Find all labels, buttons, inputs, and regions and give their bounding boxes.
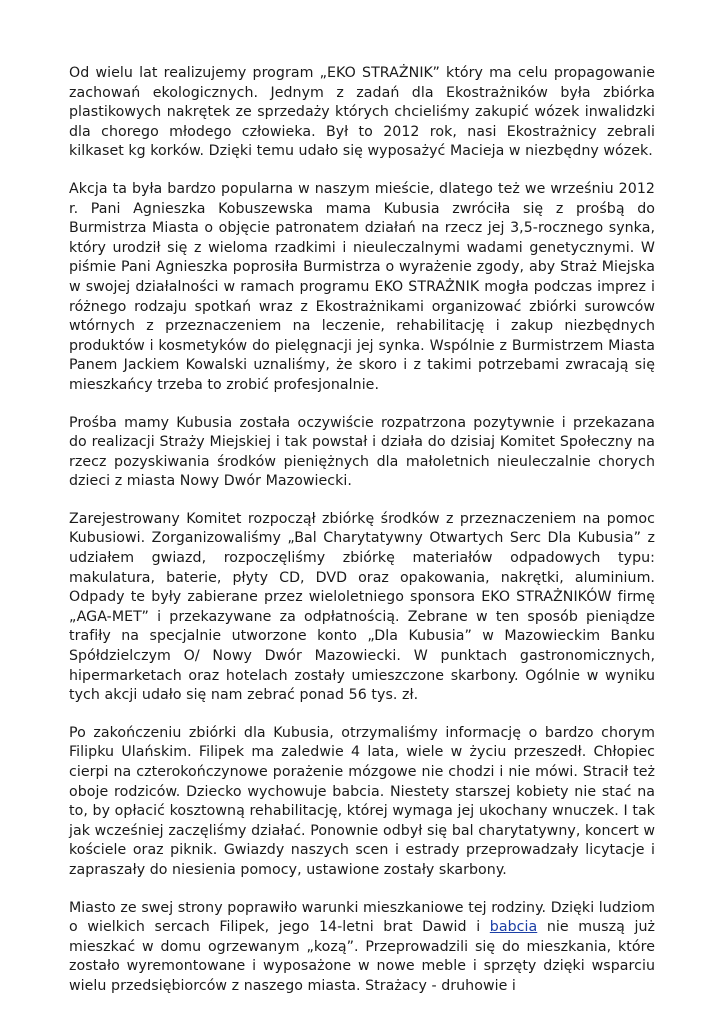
babcia-link[interactable]: babcia xyxy=(489,919,538,936)
paragraph-text-after-link: nie muszą już mieszkać w domu ogrzewanym „kozą”. Przeprowadzili się do mieszkania, które zostało wyremontowane i wyposażone w nowe meble i sprzęty dzięki wsparciu wielu przedsiębiorców z naszego miasta. Strażacy - druhowie i xyxy=(69,919,655,994)
paragraph-committee-founding: Prośba mamy Kubusia została oczywiście rozpatrzona pozytywnie i przekazana do realizacji Straży Miejskiej i tak powstał i działa do dzisiaj Komitet Społeczny na rzecz pozyskiwania środków pieniężnych dla małoletnich nieuleczalnie chorych dzieci z miasta Nowy Dwór Mazowiecki. xyxy=(69,414,655,490)
paragraph-kubus-request: Akcja ta była bardzo popularna w naszym mieście, dlatego też we wrześniu 2012 r. Pani Agnieszka Kobuszewska mama Kubusia zwróciła się z prośbą do Burmistrza Miasta o objęcie patronatem działań na rzecz jej 3,5-rocznego synka, który urodził się z wieloma rzadkimi i nieuleczalnymi wadami genetycznymi. W piśmie Pani Agnieszka poprosiła Burmistrza o wyrażenie zgody, aby Straż Miejska w swojej działalności w ramach programu EKO STRAŻNIK mogła podczas imprez i różnego rodzaju spotkań wraz z Ekostrażnikami organizować zbiórki surowców wtórnych z przeznaczeniem na leczenie, rehabilitację i zakup niezbędnych produktów i kosmetyków do pielęgnacji jej synka. Wspólnie z Burmistrzem Miasta Panem Jackiem Kowalski uznaliśmy, że skoro i z takimi potrzebami zwracają się mieszkańcy trzeba to zrobić profesjonalnie. xyxy=(69,180,655,393)
paragraph-filipek-story: Po zakończeniu zbiórki dla Kubusia, otrzymaliśmy informację o bardzo chorym Filipku Ulańskim. Filipek ma zaledwie 4 lata, wiele w życiu przeszedł. Chłopiec cierpi na czterokończynowe porażenie mózgowe nie chodzi i nie mówi. Stracił też oboje rodziców. Dziecko wychowuje babcia. Niestety starszej kobiety nie stać na to, by opłacić kosztowną rehabilitację, której wymaga jej ukochany wnuczek. I tak jak wcześniej zaczęliśmy działać. Ponownie odbył się bal charytatywny, koncert w kościele oraz piknik. Gwiazdy naszych scen i estrady przeprowadzały licytacje i zapraszały do niesienia pomocy, ustawione zostały skarbony. xyxy=(69,724,655,878)
paragraph-kubus-fundraising: Zarejestrowany Komitet rozpoczął zbiórkę środków z przeznaczeniem na pomoc Kubusiowi. Zorganizowaliśmy „Bal Charytatywny Otwartych Serc Dla Kubusia” z udziałem gwiazd, rozpoczęliśmy zbiórkę materiałów odpadowych typu: makulatura, baterie, płyty CD, DVD oraz opakowania, nakrętki, aluminium. Odpady te były zabierane przez wieloletniego sponsora EKO STRAŻNIKÓW firmę „AGA-MET” i przekazywane za odpłatnością. Zebrane w ten sposób pieniądze trafiły na specjalnie utworzone konto „Dla Kubusia” w Mazowieckim Banku Spółdzielczym O/ Nowy Dwór Mazowiecki. W punktach gastronomicznych, hipermarketach oraz hotelach zostały umieszczone skarbony. Ogólnie w wyniku tych akcji udało się nam zebrać ponad 56 tys. zł. xyxy=(69,510,655,704)
document-page xyxy=(69,64,655,1015)
paragraph-text-before-link: Miasto ze swej strony poprawiło warunki mieszkaniowe tej rodziny. Dzięki ludziom o wielkich sercach Filipek, jego 14-letni brat Dawid i xyxy=(69,899,655,936)
paragraph-housing-improvement xyxy=(69,899,655,997)
paragraph-eko-straznik-intro: Od wielu lat realizujemy program „EKO STRAŻNIK” który ma celu propagowanie zachowań ekologicznych. Jednym z zadań dla Ekostrażników była zbiórka plastikowych nakrętek ze sprzedaży których chcieliśmy zakupić wózek inwalidzki dla chorego młodego człowieka. Był to 2012 rok, nasi Ekostrażnicy zebrali kilkaset kg korków. Dzięki temu udało się wyposażyć Macieja w niezbędny wózek. xyxy=(69,65,655,160)
